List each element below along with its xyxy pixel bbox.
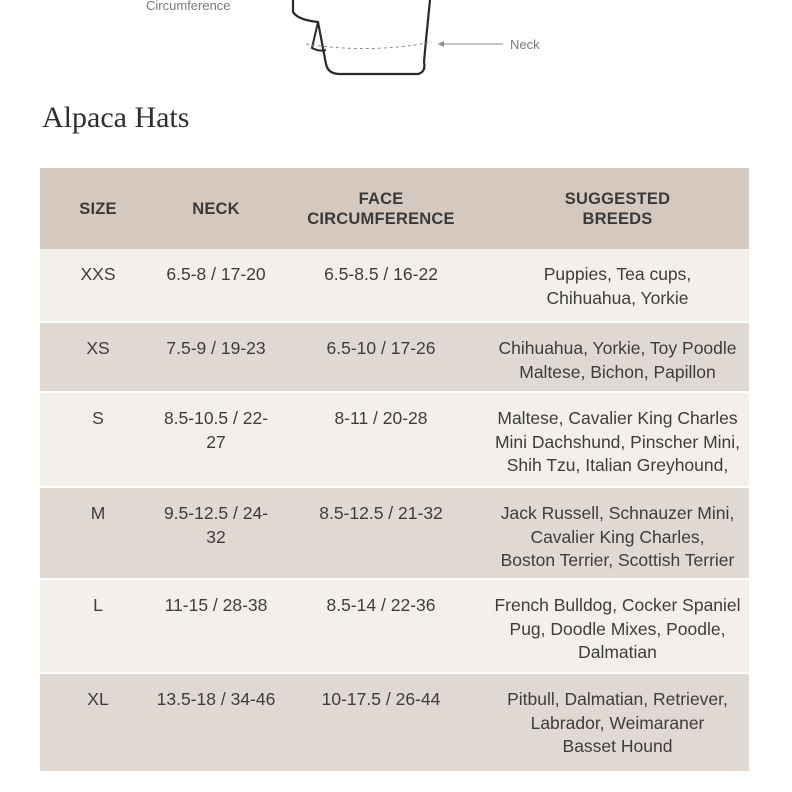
breed-line: Chihuahua, Yorkie, Toy Poodle <box>498 338 737 358</box>
cell-size: S <box>40 392 156 487</box>
breed-line: French Bulldog, Cocker Spaniel <box>494 595 741 615</box>
table-row <box>40 392 749 487</box>
header-breeds-line1: SUGGESTED <box>564 189 671 208</box>
cell-face: 8.5-12.5 / 21-32 <box>276 487 486 579</box>
cell-face: 8-11 / 20-28 <box>276 392 486 487</box>
breed-line: Dalmatian <box>578 642 657 662</box>
header-neck: NECK <box>192 199 240 218</box>
header-face-line1: FACE <box>358 189 404 208</box>
table-row <box>40 579 749 673</box>
cell-face: 8.5-14 / 22-36 <box>276 579 486 673</box>
breed-line: Cavalier King Charles, <box>530 526 705 547</box>
breed-line: Pug, Doodle Mixes, Poodle, <box>509 618 726 639</box>
hat-illustration <box>0 0 792 100</box>
neck-measure-line <box>306 42 432 49</box>
breed-line: Puppies, Tea cups, <box>543 264 692 284</box>
table-row <box>40 673 749 771</box>
cell-neck: 11-15 / 28-38 <box>156 579 276 673</box>
cell-size: XL <box>40 673 156 771</box>
cell-neck: 9.5-12.5 / 24-32 <box>156 487 276 579</box>
table-row <box>40 249 749 322</box>
header-breeds-line2: BREEDS <box>582 209 653 228</box>
cell-face: 6.5-10 / 17-26 <box>276 322 486 392</box>
breed-line: Jack Russell, Schnauzer Mini, <box>500 503 735 523</box>
circumference-label: Circumference <box>146 0 231 13</box>
breed-line: Pitbull, Dalmatian, Retriever, <box>507 689 728 709</box>
header-face-circumference <box>276 168 486 249</box>
neck-arrow-head <box>438 41 444 47</box>
header-suggested-breeds <box>486 168 749 249</box>
breed-line: Maltese, Bichon, Papillon <box>519 361 716 382</box>
breed-line: Chihuahua, Yorkie <box>546 287 689 308</box>
size-chart-table <box>40 168 749 771</box>
cell-size: XXS <box>80 264 116 284</box>
breed-line: Labrador, Weimaraner <box>530 712 705 733</box>
header-size: SIZE <box>79 199 117 218</box>
cell-breeds <box>486 673 749 771</box>
cell-breeds <box>486 392 749 487</box>
breed-line: Basset Hound <box>562 736 673 756</box>
hat-measurement-diagram <box>0 0 792 100</box>
breed-line: Mini Dachshund, Pinscher Mini, <box>494 431 741 452</box>
cell-breeds <box>486 249 749 322</box>
cell-size: XS <box>40 322 156 392</box>
cell-face: 10-17.5 / 26-44 <box>276 673 486 771</box>
cell-neck: 8.5-10.5 / 22-27 <box>156 392 276 487</box>
breed-line: Shih Tzu, Italian Greyhound, <box>506 455 729 475</box>
page-title: Alpaca Hats <box>42 101 190 134</box>
cell-neck: 6.5-8 / 17-20 <box>166 264 266 284</box>
cell-neck: 13.5-18 / 34-46 <box>156 673 276 771</box>
cell-breeds <box>486 579 749 673</box>
table-header-row <box>40 168 749 249</box>
cell-size: L <box>40 579 156 673</box>
cell-face: 6.5-8.5 / 16-22 <box>324 264 438 284</box>
neck-label: Neck <box>510 37 540 52</box>
table-row <box>40 487 749 579</box>
cell-breeds <box>486 322 749 392</box>
table-row <box>40 322 749 392</box>
breed-line: Boston Terrier, Scottish Terrier <box>500 550 735 570</box>
breed-line: Maltese, Cavalier King Charles <box>497 408 738 428</box>
cell-size: M <box>40 487 156 579</box>
header-face-line2: CIRCUMFERENCE <box>307 209 455 228</box>
cell-neck: 7.5-9 / 19-23 <box>156 322 276 392</box>
cell-breeds <box>486 487 749 579</box>
